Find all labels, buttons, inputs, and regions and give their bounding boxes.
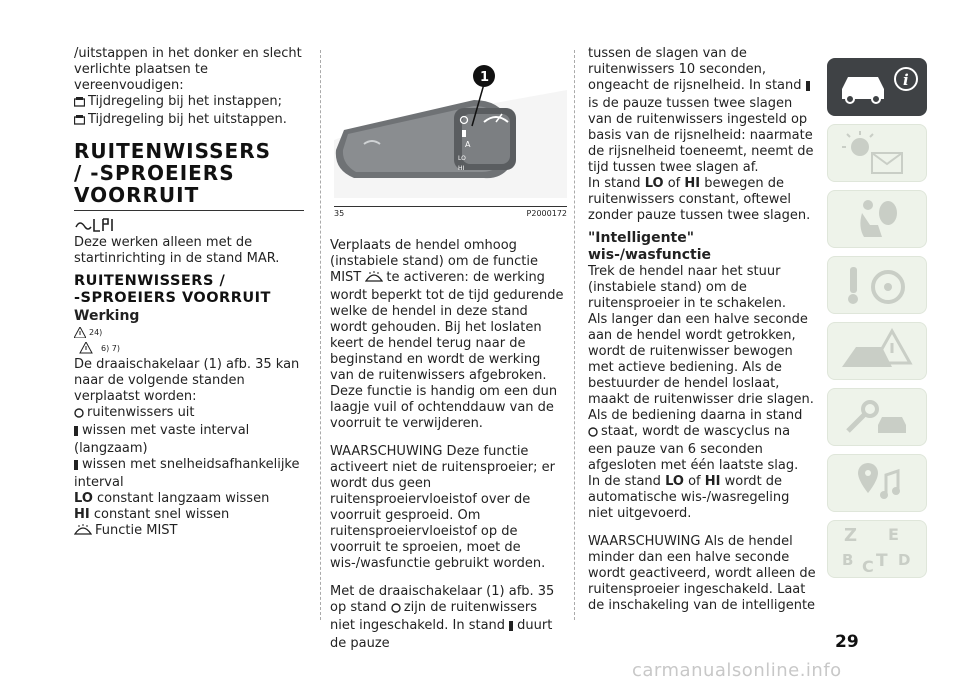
- chapter-tabs: [827, 58, 928, 586]
- intelligent-heading: "Intelligente" wis-/wasfunctie: [588, 230, 712, 263]
- intro-text: /uitstappen in het donker en slecht verlichte plaatsen te vereenvoudigen:: [74, 46, 302, 93]
- column-divider: [574, 50, 575, 620]
- warning-ref: 24): [74, 325, 304, 341]
- section-title: RUITENWISSERS / -SPROEIERS VOORRUIT: [74, 139, 272, 207]
- list-item: Tijdregeling bij het uitstappen.: [74, 112, 304, 130]
- werking-heading: Werking: [74, 308, 140, 324]
- list-item: Functie MIST: [74, 523, 304, 541]
- mist-icon: [74, 524, 92, 541]
- key-icon: [74, 114, 85, 130]
- sub-title: RUITENWISSERS / -SPROEIERS VOORRUIT: [74, 273, 271, 306]
- page-number: 29: [835, 632, 859, 652]
- circle-off-icon: [588, 426, 598, 442]
- airbag-seat-icon: [828, 191, 928, 249]
- watermark: carmanualsonline.info: [632, 660, 842, 681]
- list-item: ruitenwissers uit: [74, 405, 304, 423]
- key-steering-icon: [828, 257, 928, 315]
- tab-airbag-seat[interactable]: [827, 190, 927, 248]
- lever-label-lo: LO: [458, 155, 466, 162]
- location-music-icon: [828, 455, 928, 513]
- tab-road-warning[interactable]: [827, 322, 927, 380]
- tab-car-info[interactable]: [827, 58, 927, 116]
- mist-icon: [365, 271, 383, 288]
- column-3: [588, 46, 818, 614]
- figure-caption: [334, 206, 567, 218]
- circle-off-icon: [391, 602, 401, 618]
- tab-wrench-car[interactable]: [827, 388, 927, 446]
- interval-speed-icon: [806, 80, 811, 96]
- tab-lights-mail[interactable]: [827, 124, 927, 182]
- warning-text: WAARSCHUWING Als de hendel minder dan een halve seconde wordt geactiveerd, wordt alleen de ruitensproeier ingeschakeld. Laat de inschakeling van de intelligente: [588, 534, 816, 613]
- callout-number: 1: [480, 70, 490, 85]
- key-icon: [74, 96, 85, 112]
- interval-speed-icon: [74, 459, 79, 475]
- figure-wiper-lever: [334, 60, 567, 198]
- list-item: wissen met snelheidsafhankelijke interval: [74, 457, 300, 490]
- index-letters: Z E B C T D: [842, 525, 911, 576]
- long-pull-paragraph: Als langer dan een halve seconde aan de hendel wordt getrokken, wordt de ruitenwisser bewogen met actieve bediening. Als de bestuurder de hendel loslaat, maakt de ruitenwisser drie slagen.: [588, 312, 814, 407]
- list-item: LO constant langzaam wissen: [74, 491, 270, 506]
- tab-location-music[interactable]: [827, 454, 927, 512]
- list-item: wissen met vaste interval (langzaam): [74, 423, 250, 456]
- lights-mail-icon: [828, 125, 928, 183]
- column-divider: [320, 50, 321, 620]
- column-1: [74, 46, 304, 541]
- interval-icon: [74, 425, 79, 441]
- lever-label-hi: HI: [458, 165, 465, 172]
- interval-paragraph: tussen de slagen van de ruitenwissers 10 seconden, ongeacht de rijsnelheid. In stand is de pauze tussen twee slagen van de ruitenwissers ingesteld op basis van de rijsnelheid: naarmate de rijsnelheid toeneemt, neemt de tijd tussen twee slagen af.: [588, 46, 814, 175]
- intro-paragraph: De draaischakelaar (1) afb. 35 kan naar de volgende standen verplaatst worden:: [74, 357, 300, 404]
- lever-label-a: A: [465, 140, 471, 149]
- interval-icon: [509, 620, 514, 636]
- circle-off-icon: [74, 407, 84, 423]
- car-info-icon: [828, 59, 928, 117]
- note-text: Deze werken alleen met de startinrichting in de stand MAR.: [74, 235, 280, 266]
- pull-paragraph: Trek de hendel naar het stuur (instabiele stand) om de ruitensproeier in te schakelen.: [588, 264, 787, 311]
- mist-paragraph: Verplaats de hendel omhoog (instabiele stand) om de functie MIST te activeren: de werking wordt beperkt tot de tijd gedurende welke de hendel in deze stand wordt gehouden. Bij het loslaten keert de hendel terug naar de beginstand en wordt de werking van de ruitenwissers afgebroken. Deze functie is handig om een dun laagje vuil of ochtenddauw van de voorruit te verwijderen.: [330, 238, 564, 431]
- svg-text:i: i: [903, 71, 909, 89]
- ecu-icon: [74, 217, 304, 235]
- list-item: Tijdregeling bij het instappen;: [74, 94, 304, 112]
- road-warning-icon: [828, 323, 928, 381]
- wash-cycle-paragraph: Als de bediening daarna in stand staat, wordt de wascyclus na een pauze van 6 seconden afgesloten met één laatste slag.: [588, 408, 803, 473]
- warning-text: WAARSCHUWING Deze functie activeert niet de ruitensproeier; er wordt dus geen ruitensproeiervloeistof over de voorruit gesproeid. Om ruitensproeiervloeistof op de voorruit te sproeien, moet de wis-/wasfunctie gebruikt worden.: [330, 444, 555, 571]
- position-paragraph: Met de draaischakelaar (1) afb. 35 op stand zijn de ruitenwissers niet ingeschakeld. In stand duurt de pauze: [330, 584, 555, 651]
- auto-paragraph: In de stand LO of HI wordt de automatische wis-/wasregeling niet uitgevoerd.: [588, 474, 790, 521]
- wrench-car-icon: [828, 389, 928, 447]
- tab-key-steering[interactable]: [827, 256, 927, 314]
- lo-hi-paragraph: In stand LO of HI bewegen de ruitenwissers constant, oftewel zonder pauze tussen twee slagen.: [588, 176, 811, 223]
- column-2: [330, 238, 566, 652]
- caution-ref: 6) 7): [74, 341, 304, 357]
- figure-code: P2000172: [526, 209, 567, 218]
- title-divider: [74, 210, 304, 211]
- tab-index[interactable]: [827, 520, 927, 578]
- list-item: HI constant snel wissen: [74, 507, 230, 522]
- figure-number: 35: [334, 209, 345, 218]
